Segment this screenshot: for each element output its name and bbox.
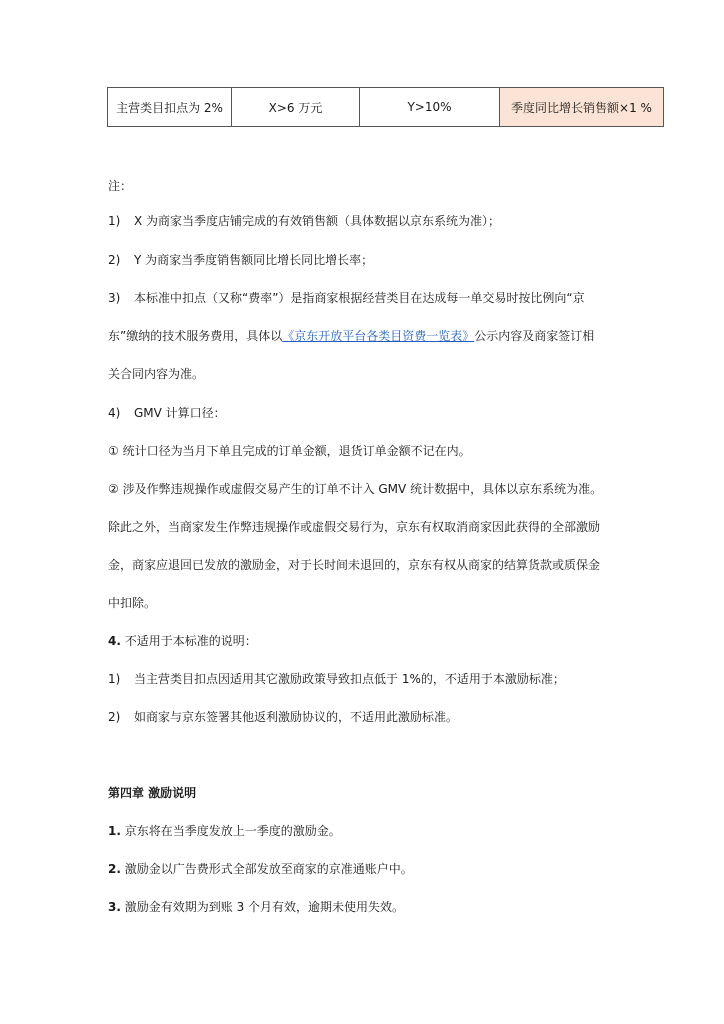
table-row — [108, 88, 664, 127]
note-item-3-line-3: 关合同内容为准。 — [108, 367, 205, 381]
item-text: 如商家与京东签署其他返利激励协议的，不适用此激励标准。 — [134, 710, 459, 724]
table-cell-category-rate: 主营类目扣点为 2% — [108, 88, 232, 127]
item-number: 1. — [108, 824, 121, 838]
fee-schedule-link[interactable]: 《京东开放平台各类目资费一览表》 — [282, 329, 475, 343]
note-number: 2) — [108, 253, 121, 267]
note-text: GMV 计算口径： — [134, 406, 226, 420]
section-4-item-2 — [108, 709, 458, 725]
note-item-3 — [108, 290, 585, 306]
note-text: 东”缴纳的技术服务费用，具体以 — [108, 329, 283, 343]
note-item-2 — [108, 252, 373, 268]
note-text: 公示内容及商家签订相 — [474, 329, 595, 343]
paragraph-line: 金，商家应退回已发放的激励金，对于长时间未退回的，京东有权从商家的结算货款或质保金 — [108, 558, 601, 572]
section-4-item-1 — [108, 671, 565, 687]
chapter-4-title: 第四章 激励说明 — [108, 786, 197, 800]
section-4-heading — [108, 633, 257, 649]
note-text: 本标准中扣点（又称“费率”）是指商家根据经营类目在达成每一单交易时按比例向“京 — [134, 291, 585, 305]
item-number: 2. — [108, 862, 121, 876]
section-title: 不适用于本标准的说明： — [124, 634, 257, 648]
item-number: 1) — [108, 672, 121, 686]
notes-title: 注： — [108, 179, 133, 193]
section-number: 4. — [108, 634, 121, 648]
table-cell-x-condition: X>6 万元 — [232, 88, 360, 127]
item-number: 3. — [108, 900, 121, 914]
chapter-4-item-2 — [108, 861, 413, 877]
note-number: 1) — [108, 214, 121, 228]
note-item-1 — [108, 213, 500, 229]
item-text: 当主营类目扣点因适用其它激励政策导致扣点低于 1%的，不适用于本激励标准； — [134, 672, 565, 686]
chapter-4-item-3 — [108, 899, 404, 915]
note-text: X 为商家当季度店铺完成的有效销售额（具体数据以京东系统为准）； — [134, 214, 501, 228]
chapter-4-item-1 — [108, 823, 341, 839]
table-cell-reward-formula: 季度同比增长销售额×1 % — [500, 88, 664, 127]
paragraph-line: 中扣除。 — [108, 596, 157, 610]
item-text: 激励金有效期为到账 3 个月有效，逾期未使用失效。 — [124, 900, 405, 914]
paragraph-line: 除此之外，当商家发生作弊违规操作或虚假交易行为，京东有权取消商家因此获得的全部激励 — [108, 520, 601, 534]
note-number: 3) — [108, 291, 121, 305]
note-number: 4) — [108, 406, 121, 420]
item-text: 京东将在当季度发放上一季度的激励金。 — [124, 824, 341, 838]
note-item-3-line-2 — [108, 328, 594, 344]
item-number: 2) — [108, 710, 121, 724]
incentive-rate-table — [107, 87, 664, 127]
item-text: 激励金以广告费形式全部发放至商家的京准通账户中。 — [124, 862, 413, 876]
note-text: Y 为商家当季度销售额同比增长同比增长率； — [134, 253, 374, 267]
gmv-rule-2: ② 涉及作弊违规操作或虚假交易产生的订单不计入 GMV 统计数据中，具体以京东系统为准。 — [108, 482, 603, 496]
table-cell-y-condition: Y>10% — [360, 88, 500, 127]
gmv-rule-1: ① 统计口径为当月下单且完成的订单金额，退货订单金额不记在内。 — [108, 444, 471, 458]
note-item-4 — [108, 405, 226, 421]
